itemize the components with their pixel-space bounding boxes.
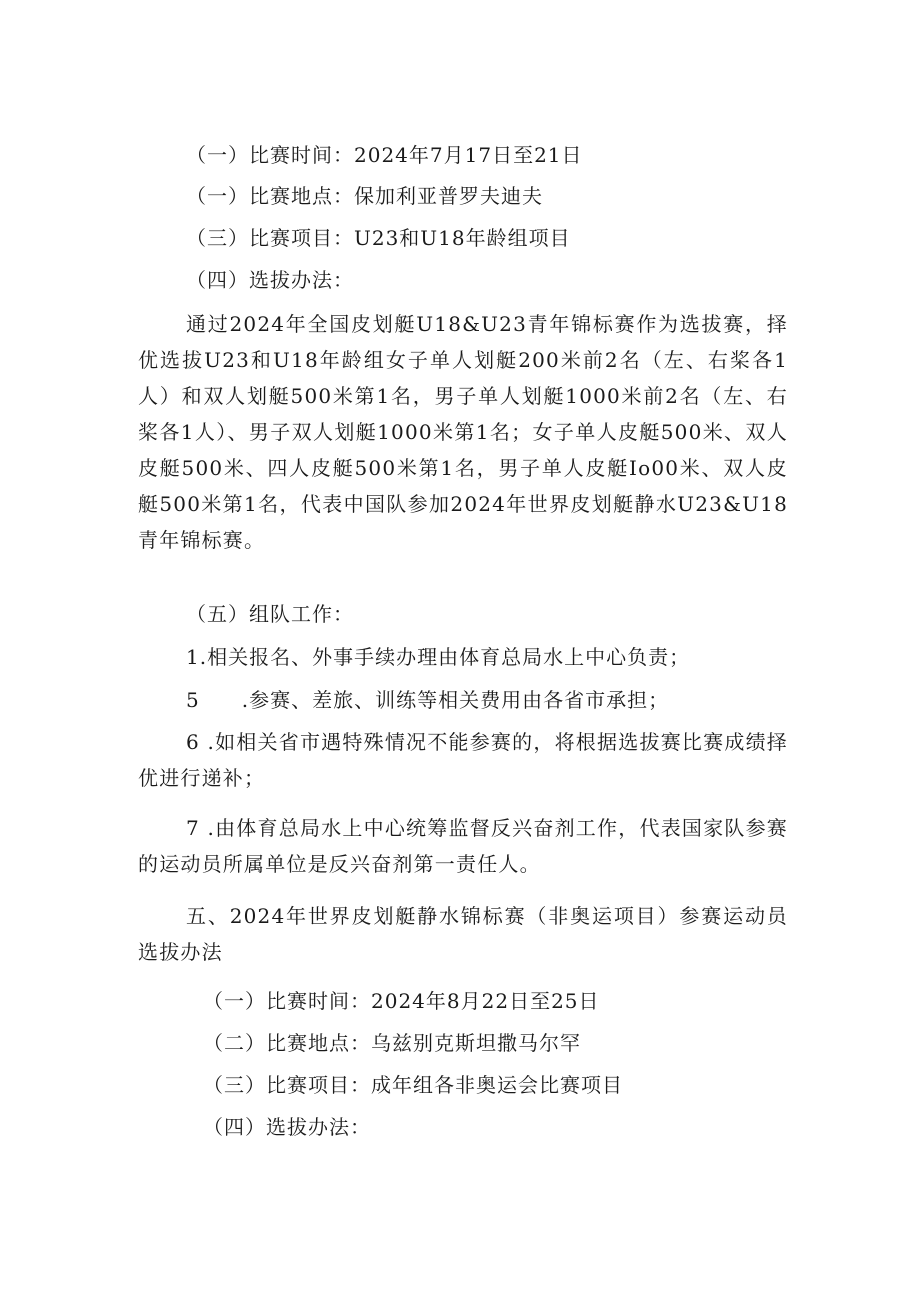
- s4-item-7: 7 .由体育总局水上中心统筹监督反兴奋剂工作，代表国家队参赛的运动员所属单位是反兴奋剂第一责任人。: [138, 816, 788, 876]
- s5-events: （三）比赛项目：成年组各非奥运会比赛项目: [203, 1073, 623, 1097]
- s5-place: （二）比赛地点：乌兹别克斯坦撒马尔罕: [203, 1031, 581, 1055]
- s5-time: （一）比赛时间：2024年8月22日至25日: [203, 989, 600, 1013]
- s4-time: （一）比赛时间：2024年7月17日至21日: [186, 143, 583, 167]
- s4-events: （三）比赛项目：U23和U18年龄组项目: [186, 226, 571, 250]
- s4-place: （一）比赛地点：保加利亚普罗夫迪夫: [186, 184, 543, 208]
- s4-team-heading: （五）组队工作：: [186, 602, 354, 626]
- s4-method-heading: （四）选拔办法：: [186, 268, 354, 292]
- s4-method-body: 通过2024年全国皮划艇U18&U23青年锦标赛作为选拔赛，择优选拔U23和U18年龄组女子单人划艇200米前2名（左、右桨各1人）和双人划艇500米第1名，男子单人划艇1000米前2名（左、右桨各1人）、男子双人划艇1000米第1名；女子单人皮艇500米、双人皮艇500米、四人皮艇500米第1名，男子单人皮艇Io00米、双人皮艇500米第1名，代表中国队参加2024年世界皮划艇静水U23&U18青年锦标赛。: [138, 312, 788, 552]
- s4-item-5: 5 .参赛、差旅、训练等相关费用由各省市承担；: [186, 688, 670, 712]
- s5-heading: 五、2024年世界皮划艇静水锦标赛（非奥运项目）参赛运动员选拔办法: [138, 904, 788, 964]
- s5-method-heading: （四）选拔办法：: [203, 1115, 371, 1139]
- s4-item-6: 6 .如相关省市遇特殊情况不能参赛的，将根据选拔赛比赛成绩择优进行递补；: [138, 730, 788, 790]
- s4-item-1: 1.相关报名、外事手续办理由体育总局水上中心负责；: [186, 645, 691, 669]
